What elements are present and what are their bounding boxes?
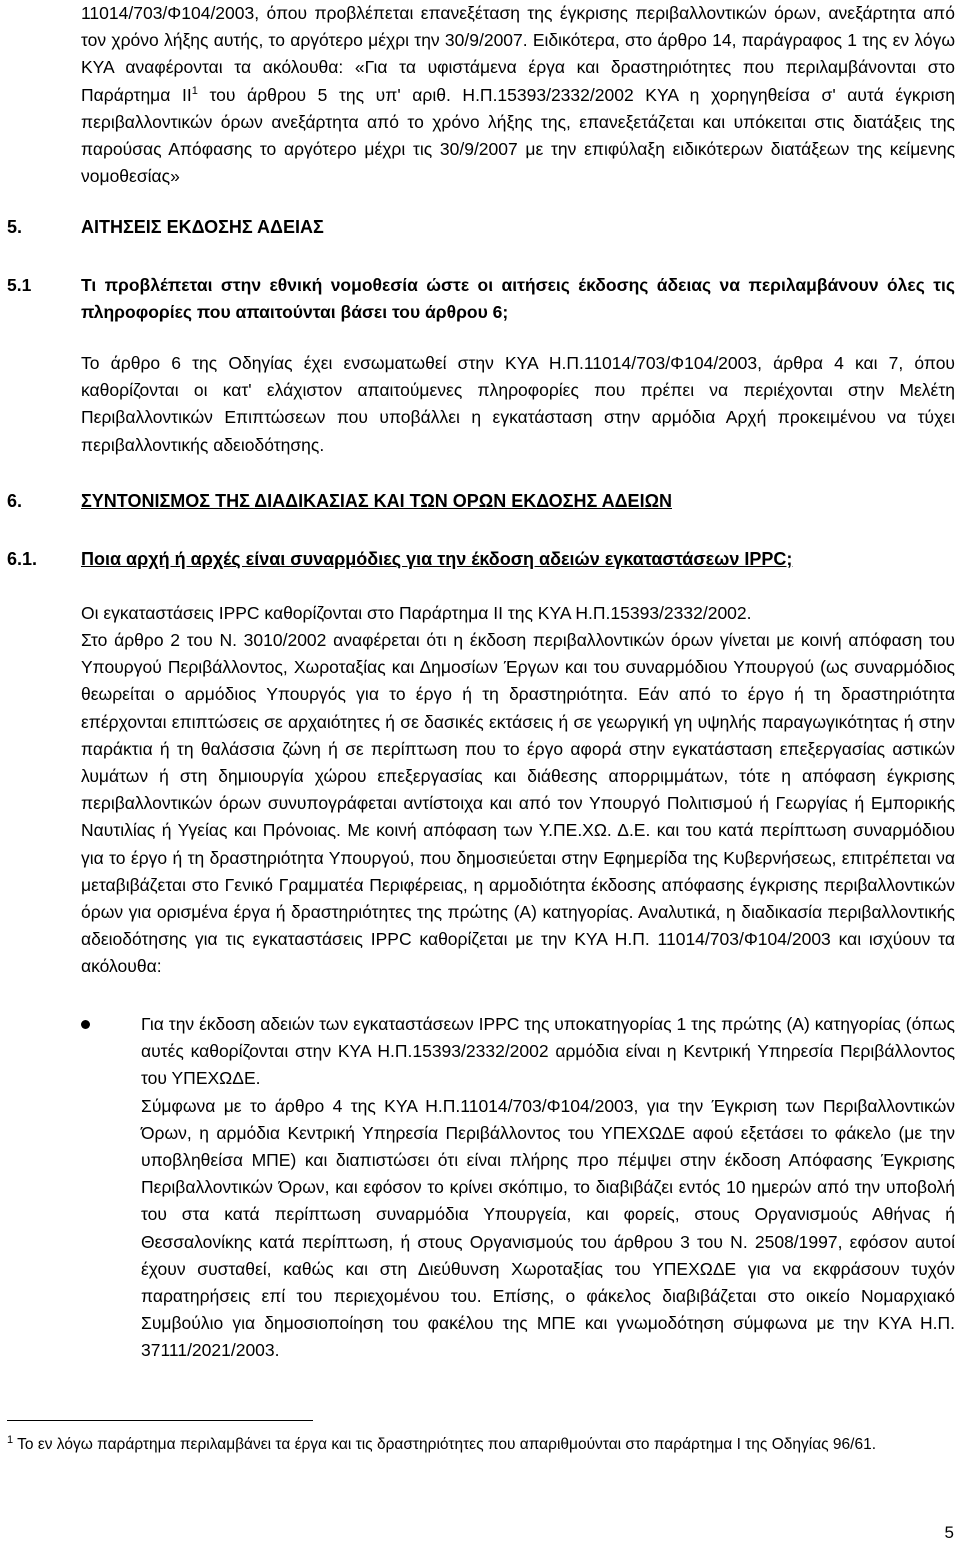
answer-5-1: Το άρθρο 6 της Οδηγίας έχει ενσωματωθεί στην ΚΥΑ Η.Π.11014/703/Φ104/2003, άρθρα 4 και 7, όπου καθορίζονται οι κατ' ελάχιστον απαιτούμενες πληροφορίες που πρέπει να περιέχονται στην Μελέτη Περιβαλλοντικών Επιπτώσεων που υποβάλλει η εγκατάσταση στην αρμόδια Αρχή προκειμένου να τύχει περιβαλλοντικής αδειοδότησης. [81, 353, 955, 455]
answer-6-1-intro: Οι εγκαταστάσεις IPPC καθορίζονται στο Παράρτημα ΙΙ της ΚΥΑ Η.Π.15393/2332/2002. [81, 603, 752, 623]
question-5-1 [7, 272, 955, 326]
question-6-1-text: Ποια αρχή ή αρχές είναι συναρμόδιες για την έκδοση αδειών εγκαταστάσεων IPPC; [81, 549, 793, 569]
section-5-title: ΑΙΤΗΣΕΙΣ ΕΚΔΟΣΗΣ ΑΔΕΙΑΣ [81, 217, 324, 237]
footnote-divider [7, 1420, 313, 1421]
answer-6-1-body: Στο άρθρο 2 του Ν. 3010/2002 αναφέρεται ότι η έκδοση περιβαλλοντικών όρων γίνεται με κοινή απόφαση του Υπουργού Περιβάλλοντος, Χωροταξίας και Δημοσίων Έργων και του συναρμόδιου Υπουργού (ως συναρμόδιος θεωρείται ο αρμόδιος Υπουργός για το έργο ή τη δραστηριότητα. Εάν από το έργο ή τη δραστηριότητα επέρχονται επιπτώσεις σε αρχαιότητες ή σε δασικές εκτάσεις ή σε γεωργική γη υψηλής παραγωγικότητας ή στην παράκτια ή τη θαλάσσια ζώνη ή σε περίπτωση που το έργο αφορά στην εγκατάσταση επεξεργασίας αστικών λυμάτων ή στη δημιουργία χώρου επεξεργασίας και διάθεσης απορριμμάτων, τότε η απόφαση έγκρισης περιβαλλοντικών όρων συνυπογράφεται αντίστοιχα και από τον Υπουργό Πολιτισμού ή Γεωργίας ή Εμπορικής Ναυτιλίας ή Υγείας και Πρόνοιας. Με κοινή απόφαση των Υ.ΠΕ.ΧΩ. Δ.Ε. και του κατά περίπτωση συναρμόδιου για το έργο ή τη δραστηριότητα Υπουργού, που δημοσιεύεται στην Εφημερίδα της Κυβερνήσεως, επιτρέπεται να μεταβιβάζεται στο Γενικό Γραμματέα Περιφέρειας, η αρμοδιότητα έκδοσης απόφασης έγκρισης περιβαλλοντικών όρων για ορισμένα έργα ή δραστηριότητες της πρώτης (Α) κατηγορίας. Αναλυτικά, η διαδικασία περιβαλλοντικής αδειοδότησης για τις εγκαταστάσεις IPPC καθορίζεται με την ΚΥΑ Η.Π. 11014/703/Φ104/2003 και ισχύουν τα ακόλουθα: [81, 630, 955, 977]
question-6-1-number: 6.1. [7, 549, 38, 569]
question-5-1-text: Τι προβλέπεται στην εθνική νομοθεσία ώστε οι αιτήσεις έκδοσης άδειας να περιλαμβάνουν όλες τις πληροφορίες που απαιτούνται βάσει του άρθρου 6; [81, 275, 955, 323]
page-number: 5 [944, 1523, 954, 1542]
intro-text-part2: του άρθρου 5 της υπ' αριθ. Η.Π.15393/2332/2002 ΚΥΑ η χορηγηθείσα σ' αυτά έγκριση περιβαλλοντικών όρων ανεξάρτητα από το χρόνο λήξης της, επανεξετάζεται και υπόκειται στις διατάξεις της παρούσας Απόφασης το αργότερο μέχρι τις 30/9/2007 με την επιφύλαξη ειδικότερων διατάξεων της κείμενης νομοθεσίας» [81, 84, 956, 187]
intro-paragraph [81, 0, 955, 190]
bullet-paragraph-1: Για την έκδοση αδειών των εγκαταστάσεων IPPC της υποκατηγορίας 1 της πρώτης (Α) κατηγορίας (όπως αυτές καθορίζονται στην ΚΥΑ Η.Π.15393/2332/2002 αρμόδια είναι η Κεντρική Υπηρεσία Περιβάλλοντος του ΥΠΕΧΩΔΕ. [141, 1014, 955, 1089]
question-5-1-number: 5.1 [7, 275, 32, 295]
section-6-number: 6. [7, 491, 23, 511]
bullet-dot-icon [81, 1020, 90, 1029]
footnote-marker: 1 [7, 1433, 14, 1446]
footnote-reference: 1 [191, 84, 198, 97]
section-5-number: 5. [7, 217, 23, 237]
bullet-paragraph-2: Σύμφωνα με το άρθρο 4 της ΚΥΑ Η.Π.11014/703/Φ104/2003, για την Έγκριση των Περιβαλλοντικών Όρων, η αρμόδια Κεντρική Υπηρεσία Περιβάλλοντος του ΥΠΕΧΩΔΕ αφού εξετάσει το φάκελο (με την υποβληθείσα ΜΠΕ) και διαπιστώσει ότι είναι πλήρης προ πέμψει στην έκδοση Απόφασης Έγκρισης Περιβαλλοντικών Όρων, και εφόσον το κρίνει σκόπιμο, το διαβιβάζει εντός 10 ημερών από την υποβολή του στα κατά περίπτωση συναρμόδια Υπουργεία, και φορείς, στους Οργανισμούς Αθήνας ή Θεσσαλονίκης κατά περίπτωση, ή στους Οργανισμούς του άρθρου 3 του Ν. 2508/1997, εφόσον αυτοί έχουν συσταθεί, καθώς και στη Διεύθυνση Χωροταξίας του ΥΠΕΧΩΔΕ για να εκφράσουν τυχόν παρατηρήσεις επί του περιεχομένου του. Επίσης, ο φάκελος διαβιβάζεται στο οικείο Νομαρχιακό Συμβούλιο για δημοσιοποίηση του φακέλου της ΜΠΕ και γνωμοδότηση σύμφωνα με την ΚΥΑ Η.Π. 37111/2021/2003. [141, 1095, 955, 1361]
footnote [7, 1433, 947, 1457]
bullet-text [141, 1011, 955, 1365]
intro-text-part1: 11014/703/Φ104/2003, όπου προβλέπεται επανεξέταση της έγκρισης περιβαλλοντικών όρων, ανεξάρτητα από τον χρόνο λήξης αυτής, το αργότερο μέχρι την 30/9/2007. Ειδικότερα, στο άρθρο 14, παράγραφος 1 της εν λόγω ΚΥΑ αναφέρονται τα ακόλουθα: «Για τα υφιστάμενα έργα και δραστηριότητες που περιλαμβάνονται στο Παράρτημα ΙΙ [81, 3, 955, 105]
bullet-list-item [81, 1011, 955, 1365]
footnote-text: Το εν λόγω παράρτημα περιλαμβάνει τα έργα και τις δραστηριότητες που απαριθμούνται στο παράρτημα Ι της Οδηγίας 96/61. [13, 1436, 877, 1453]
section-6-title: ΣΥΝΤΟΝΙΣΜΟΣ ΤΗΣ ΔΙΑΔΙΚΑΣΙΑΣ ΚΑΙ ΤΩΝ ΟΡΩΝ ΕΚΔΟΣΗΣ ΑΔΕΙΩΝ [81, 491, 672, 511]
